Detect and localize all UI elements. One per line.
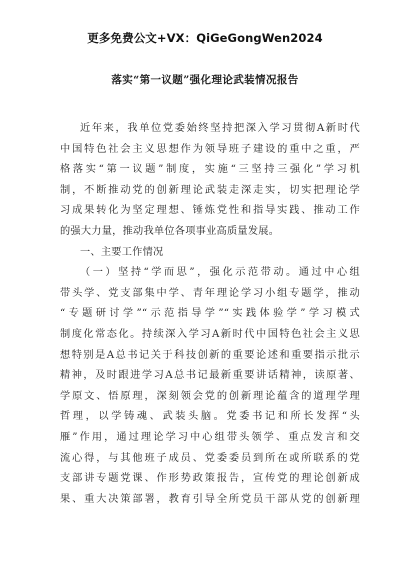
paragraph-line: 哲理，以学铸魂、武装头脑。党委书记和所长发挥“头 xyxy=(60,411,360,423)
paragraph-line: 制，不断推动党的创新理论武装走深走实，切实把理论学 xyxy=(60,184,360,196)
paragraph-line: 支部讲专题党课、作形势政策报告，宣传党的理论创新成 xyxy=(60,473,360,485)
paragraph-line: 中国特色社会主义思想作为领导班子建设的重中之重，严 xyxy=(60,143,360,155)
section-heading: 一、主要工作情况 xyxy=(80,246,164,258)
paragraph-line: 流心得，与其他班子成员、党委委员到所在或所联系的党 xyxy=(60,452,360,464)
watermark-header: 更多免费公文+VX：QiGeGongWen2024 xyxy=(87,31,323,45)
document-title: 落实“第一议题”强化理论武装情况报告 xyxy=(111,74,299,86)
paragraph-line: 的强大力量，推动我单位各项事业高质量发展。 xyxy=(60,225,280,237)
paragraph-line: 想特别是A总书记关于科技创新的重要论述和重要指示批示 xyxy=(60,349,360,361)
paragraph-line: （一）坚持“学而思”，强化示范带动。通过中心组 xyxy=(80,267,360,279)
paragraph-line: 格落实“第一议题”制度，实施“三坚持三强化”学习机 xyxy=(60,164,360,176)
paragraph-line: 制度化常态化。持续深入学习A新时代中国特色社会主义思 xyxy=(60,328,360,340)
paragraph-line: 近年来，我单位党委始终坚持把深入学习贯彻A新时代 xyxy=(80,123,360,134)
paragraph-line: 精神，及时跟进学习A总书记最新重要讲话精神，读原著、 xyxy=(60,370,360,382)
paragraph-line: 果、重大决策部署，教育引导全所党员干部从党的创新理 xyxy=(60,493,360,505)
paragraph-line: “专题研讨学”“示范指导学”“实践体验学”学习模式 xyxy=(60,308,360,320)
paragraph-line: 习成果转化为坚定理想、锤炼党性和指导实践、推动工作 xyxy=(60,205,360,217)
paragraph-line: 学原文、悟原理，深刻领会党的创新理论蕴含的道理学理 xyxy=(60,390,360,402)
document-body xyxy=(60,119,360,510)
paragraph-line: 雁”作用，通过理论学习中心组带头领学、重点发言和交 xyxy=(60,431,360,443)
paragraph-line: 带头学、党支部集中学、青年理论学习小组专题学，推动 xyxy=(60,287,360,299)
